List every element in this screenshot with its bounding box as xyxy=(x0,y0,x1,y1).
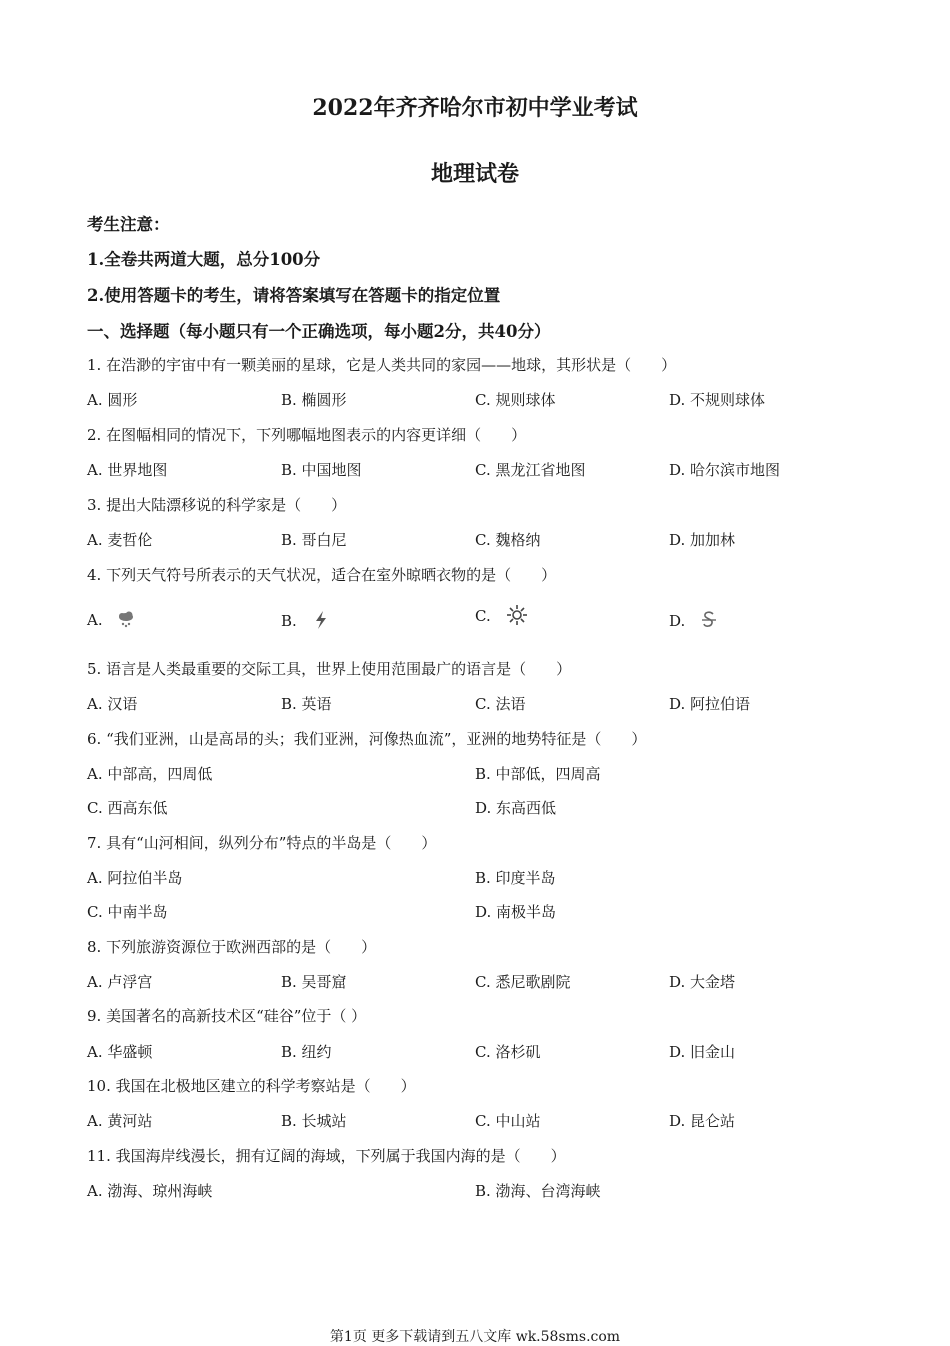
option-label: C. xyxy=(475,607,491,625)
option-c: C. 魏格纳 xyxy=(475,531,541,549)
option-c xyxy=(475,604,528,630)
option-a: A. 圆形 xyxy=(87,391,138,409)
question-stem: 4. 下列天气符号所表示的天气状况，适合在室外晾晒衣物的是（ ） xyxy=(87,566,557,584)
option-c: C. 规则球体 xyxy=(475,391,556,409)
option-b: B. 中国地图 xyxy=(281,461,362,479)
option-d: D. 昆仑站 xyxy=(669,1112,736,1130)
question-stem: 3. 提出大陆漂移说的科学家是（ ） xyxy=(87,496,347,514)
question-stem: 6. “我们亚洲，山是高昂的头；我们亚洲，河像热血流”，亚洲的地势特征是（ ） xyxy=(87,730,647,748)
option-a: A. 汉语 xyxy=(87,695,138,713)
option-c: C. 西高东低 xyxy=(87,799,168,817)
option-b xyxy=(281,610,330,634)
option-b: B. 吴哥窟 xyxy=(281,973,347,991)
question-stem: 5. 语言是人类最重要的交际工具，世界上使用范围最广的语言是（ ） xyxy=(87,660,572,678)
option-b: B. 纽约 xyxy=(281,1043,332,1061)
option-a: A. 华盛顿 xyxy=(87,1043,153,1061)
question-stem: 2. 在图幅相同的情况下，下列哪幅地图表示的内容更详细（ ） xyxy=(87,426,527,444)
notice-item: 1.全卷共两道大题，总分100分 xyxy=(87,250,321,269)
option-c: C. 悉尼歌剧院 xyxy=(475,973,571,991)
option-b: B. 英语 xyxy=(281,695,332,713)
question-stem: 9. 美国著名的高新技术区“硅谷”位于（ ） xyxy=(87,1007,367,1025)
sunny-icon xyxy=(506,604,528,630)
option-b: B. 中部低，四周高 xyxy=(475,765,601,783)
option-b: B. 哥白尼 xyxy=(281,531,347,549)
option-a: A. 卢浮宫 xyxy=(87,973,153,991)
exam-title: 2022年齐齐哈尔市初中学业考试 xyxy=(312,95,638,121)
option-c: C. 洛杉矶 xyxy=(475,1043,541,1061)
option-d: D. 不规则球体 xyxy=(669,391,766,409)
notice-item: 2.使用答题卡的考生，请将答案填写在答题卡的指定位置 xyxy=(87,286,501,305)
option-d: D. 东高西低 xyxy=(475,799,557,817)
thunder-icon xyxy=(312,610,330,634)
question-stem: 11. 我国海岸线漫长，拥有辽阔的海域，下列属于我国内海的是（ ） xyxy=(87,1147,566,1165)
option-b: B. 椭圆形 xyxy=(281,391,347,409)
option-d: D. 加加林 xyxy=(669,531,736,549)
option-label: A. xyxy=(87,611,103,629)
option-c: C. 法语 xyxy=(475,695,526,713)
sandstorm-icon xyxy=(700,610,718,634)
question-stem: 8. 下列旅游资源位于欧洲西部的是（ ） xyxy=(87,938,377,956)
notice-heading: 考生注意： xyxy=(87,215,170,234)
question-stem: 10. 我国在北极地区建立的科学考察站是（ ） xyxy=(87,1077,416,1095)
option-d: D. 旧金山 xyxy=(669,1043,736,1061)
option-a: A. 渤海、琼州海峡 xyxy=(87,1182,213,1200)
option-d: D. 哈尔滨市地图 xyxy=(669,461,781,479)
option-c: C. 中南半岛 xyxy=(87,903,168,921)
option-b: B. 渤海、台湾海峡 xyxy=(475,1182,601,1200)
option-a: A. 中部高，四周低 xyxy=(87,765,213,783)
option-d xyxy=(669,610,718,634)
option-a: A. 黄河站 xyxy=(87,1112,153,1130)
option-b: B. 印度半岛 xyxy=(475,869,556,887)
page-footer: 第1页 更多下载请到五八文库 wk.58sms.com xyxy=(329,1329,621,1345)
option-a: A. 麦哲伦 xyxy=(87,531,153,549)
option-d: D. 阿拉伯语 xyxy=(669,695,751,713)
option-a: A. 阿拉伯半岛 xyxy=(87,869,183,887)
question-stem: 1. 在浩渺的宇宙中有一颗美丽的星球，它是人类共同的家园——地球，其形状是（ ） xyxy=(87,356,677,374)
option-d: D. 南极半岛 xyxy=(475,903,557,921)
option-label: D. xyxy=(669,612,686,630)
option-b: B. 长城站 xyxy=(281,1112,347,1130)
option-a: A. 世界地图 xyxy=(87,461,168,479)
option-label: B. xyxy=(281,612,297,630)
option-d: D. 大金塔 xyxy=(669,973,736,991)
option-a xyxy=(87,610,135,632)
option-c: C. 中山站 xyxy=(475,1112,541,1130)
section-heading: 一、选择题（每小题只有一个正确选项，每小题2分，共40分） xyxy=(87,322,551,341)
snow-shower-icon xyxy=(117,610,135,632)
exam-subtitle: 地理试卷 xyxy=(430,161,519,187)
question-stem: 7. 具有“山河相间，纵列分布”特点的半岛是（ ） xyxy=(87,834,437,852)
option-c: C. 黑龙江省地图 xyxy=(475,461,586,479)
